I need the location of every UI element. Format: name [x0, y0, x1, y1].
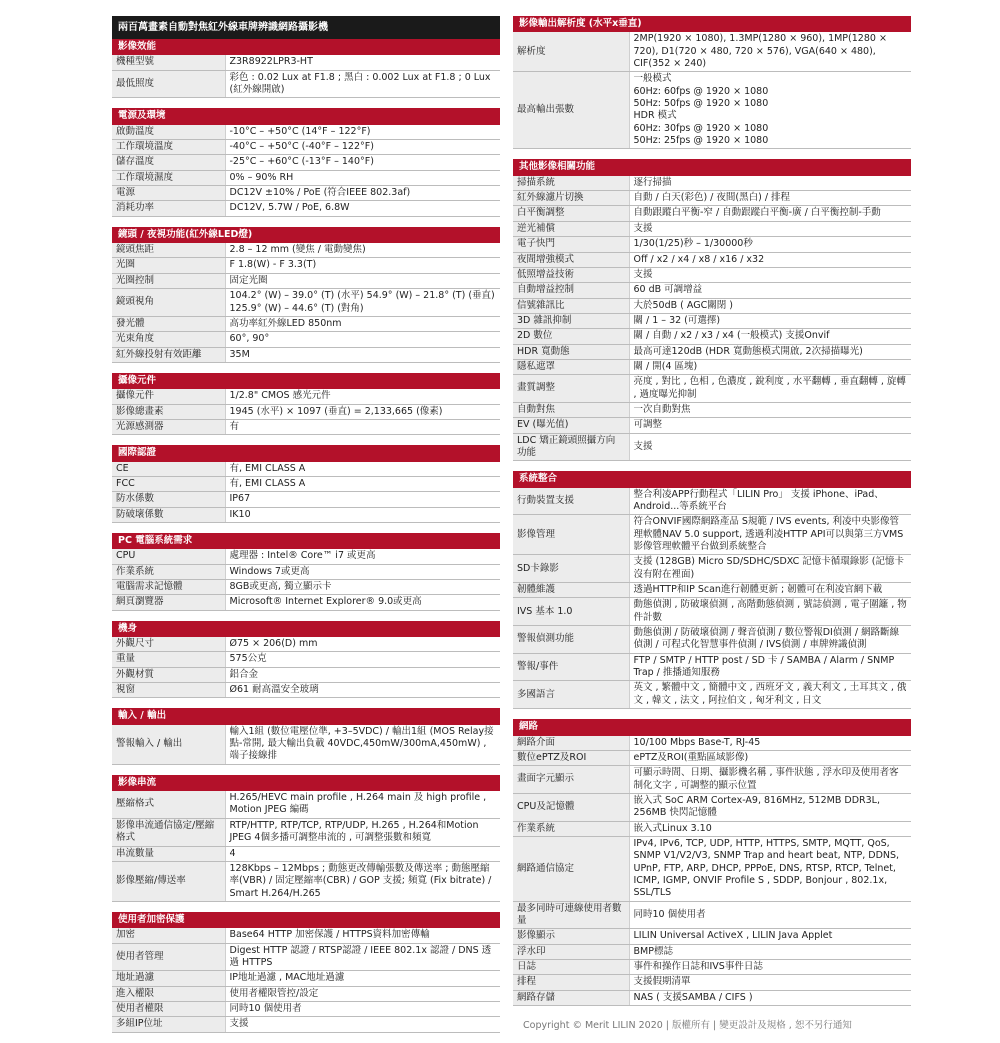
spec-row — [112, 564, 500, 579]
spec-value: 動態偵測 , 防破壞偵測 , 高階動態偵測 , 號誌偵測 , 電子圍籬 , 物件計數 — [629, 598, 911, 626]
spec-value: Digest HTTP 認證 / RTSP認證 / IEEE 802.1x 認證 / DNS 透過 HTTPS — [225, 943, 500, 971]
spec-key: 掃描系統 — [513, 176, 629, 191]
spec-key: 儲存溫度 — [112, 155, 225, 170]
spec-row — [112, 201, 500, 216]
spec-table — [513, 176, 911, 462]
spec-value: 逐行掃描 — [629, 176, 911, 191]
spec-row — [513, 944, 911, 959]
spec-row — [112, 140, 500, 155]
spec-value: 35M — [225, 347, 500, 362]
spec-row — [513, 929, 911, 944]
spec-key: SD卡錄影 — [513, 555, 629, 583]
spec-key: 進入權限 — [112, 986, 225, 1001]
spec-key: 防水係數 — [112, 492, 225, 507]
spec-key: CE — [112, 462, 225, 477]
spec-row — [513, 653, 911, 681]
copyright-notice: Copyright © Merit LILIN 2020 | 版權所有 | 變更設計及規格 , 恕不另行通知 — [523, 1020, 852, 1032]
spec-value: 自動跟蹤白平衡-窄 / 自動跟蹤白平衡-廣 / 白平衡控制-手動 — [629, 206, 911, 221]
spec-table — [513, 736, 911, 1007]
spec-row — [513, 736, 911, 751]
spec-row — [513, 283, 911, 298]
section-title: 鏡頭 / 夜視功能(紅外線LED燈) — [112, 227, 500, 243]
spec-row — [112, 332, 500, 347]
spec-key: 信號雜訊比 — [513, 298, 629, 313]
spec-key: 消耗功率 — [112, 201, 225, 216]
spec-row — [112, 971, 500, 986]
spec-value: 最高可達120dB (HDR 寬動態模式開啟, 2次掃描曝光) — [629, 344, 911, 359]
spec-section — [112, 533, 500, 611]
spec-value: 10/100 Mbps Base-T, RJ-45 — [629, 736, 911, 751]
spec-value: 彩色 : 0.02 Lux at F1.8 ; 黑白 : 0.002 Lux at F1.8 ; 0 Lux (紅外線開啟) — [225, 70, 500, 98]
spec-key: 壓縮格式 — [112, 791, 225, 818]
spec-value: Microsoft® Internet Explorer® 9.0或更高 — [225, 595, 500, 610]
spec-table — [112, 389, 500, 435]
spec-value: 關 / 自動 / x2 / x3 / x4 (一般模式) 支援Onvif — [629, 329, 911, 344]
spec-key: 鏡頭視角 — [112, 289, 225, 317]
spec-key: 網路介面 — [513, 736, 629, 751]
spec-key: 影像顯示 — [513, 929, 629, 944]
spec-key: 使用者管理 — [112, 943, 225, 971]
spec-row — [112, 595, 500, 610]
spec-section — [513, 719, 911, 1006]
spec-row — [513, 221, 911, 236]
spec-value: 4 — [225, 846, 500, 861]
spec-key: 最高輸出張數 — [513, 72, 629, 149]
spec-key: 電子快門 — [513, 237, 629, 252]
spec-key: 串流數量 — [112, 846, 225, 861]
spec-row — [513, 960, 911, 975]
spec-value: 2.8 – 12 mm (變焦 / 電動變焦) — [225, 243, 500, 258]
spec-key: 多國語言 — [513, 681, 629, 709]
spec-value: 128Kbps – 12Mbps ; 動態更改傳輸張數及傳送率 ; 動態壓縮率(VBR) / 固定壓縮率(CBR) / GOP 支援; 頻寬 (Fix bitrate) / Smart H.264/H.265 — [225, 861, 500, 901]
spec-row — [513, 298, 911, 313]
spec-row — [513, 555, 911, 583]
spec-key: CPU及記憶體 — [513, 793, 629, 821]
spec-key: 影像串流通信協定/壓縮格式 — [112, 818, 225, 846]
spec-value: 關 / 1 – 32 (可選擇) — [629, 313, 911, 328]
spec-value: 透過HTTP和IP Scan進行韌體更新 ; 韌體可在利凌官網下載 — [629, 583, 911, 598]
spec-row — [112, 492, 500, 507]
spec-row — [513, 344, 911, 359]
spec-value: Off / x2 / x4 / x8 / x16 / x32 — [629, 252, 911, 267]
spec-table — [112, 637, 500, 698]
spec-value: Ø61 耐高溫安全玻璃 — [225, 683, 500, 698]
spec-table — [112, 549, 500, 610]
spec-row — [112, 580, 500, 595]
spec-value-line: HDR 模式 — [633, 110, 677, 122]
spec-row — [513, 191, 911, 206]
spec-key: 3D 雜訊抑制 — [513, 313, 629, 328]
spec-row — [112, 986, 500, 1001]
spec-section — [112, 227, 500, 363]
spec-row — [513, 433, 911, 461]
spec-section — [513, 159, 911, 461]
spec-value: 支援 — [629, 267, 911, 282]
spec-section — [112, 373, 500, 435]
spec-value: DC12V ±10% / PoE (符合IEEE 802.3af) — [225, 186, 500, 201]
spec-row — [513, 313, 911, 328]
spec-key: 光源感測器 — [112, 419, 225, 434]
spec-section — [112, 39, 500, 98]
spec-section — [112, 108, 500, 216]
spec-key: 紅外線濾片切換 — [513, 191, 629, 206]
spec-value: Ø75 × 206(D) mm — [225, 637, 500, 652]
spec-key: 電源 — [112, 186, 225, 201]
spec-value: 支援 (128GB) Micro SD/SDHC/SDXC 記憶卡循環錄影 (記憶卡沒有附在裡面) — [629, 555, 911, 583]
spec-section — [513, 471, 911, 709]
spec-value: 事件和操作日誌和IVS事件日誌 — [629, 960, 911, 975]
spec-value: BMP標誌 — [629, 944, 911, 959]
spec-table — [112, 462, 500, 523]
spec-row — [513, 375, 911, 403]
spec-row — [112, 155, 500, 170]
spec-key: 最多同時可連線使用者數量 — [513, 901, 629, 929]
spec-key: 自動增益控制 — [513, 283, 629, 298]
spec-key: 行動裝置支援 — [513, 488, 629, 515]
spec-row — [112, 507, 500, 522]
section-title: 影像輸出解析度 (水平x垂直) — [513, 16, 911, 32]
spec-row — [513, 793, 911, 821]
spec-value: -10°C – +50°C (14°F – 122°F) — [225, 125, 500, 140]
spec-row — [112, 347, 500, 362]
spec-key: 解析度 — [513, 32, 629, 72]
spec-row — [513, 766, 911, 794]
spec-value: 支援假期清單 — [629, 975, 911, 990]
spec-key: 鏡頭焦距 — [112, 243, 225, 258]
spec-value: 1945 (水平) × 1097 (垂直) = 2,133,665 (像素) — [225, 404, 500, 419]
spec-row — [513, 418, 911, 433]
spec-key: EV (曝光值) — [513, 418, 629, 433]
spec-key: 防破壞係數 — [112, 507, 225, 522]
spec-row — [112, 549, 500, 564]
spec-key: 啟動溫度 — [112, 125, 225, 140]
section-title: 網路 — [513, 719, 911, 735]
spec-value: 嵌入式 SoC ARM Cortex-A9, 816MHz, 512MB DDR3L, 256MB 快閃記憶體 — [629, 793, 911, 821]
spec-row — [513, 176, 911, 191]
spec-value: 關 / 開(4 區塊) — [629, 359, 911, 374]
spec-key: 機種型號 — [112, 55, 225, 70]
section-title: PC 電腦系統需求 — [112, 533, 500, 549]
spec-value: IP地址過濾 , MAC地址過濾 — [225, 971, 500, 986]
spec-key: 視窗 — [112, 683, 225, 698]
spec-value: 可顯示時間、日期、攝影機名稱 , 事件狀態 , 浮水印及使用者客制化文字 , 可調整的顯示位置 — [629, 766, 911, 794]
spec-key: 作業系統 — [513, 821, 629, 836]
spec-key: 警報/事件 — [513, 653, 629, 681]
spec-key: HDR 寬動態 — [513, 344, 629, 359]
spec-value: 有, EMI CLASS A — [225, 476, 500, 491]
spec-table — [112, 55, 500, 98]
spec-row — [112, 1017, 500, 1032]
spec-value: 使用者權限管控/設定 — [225, 986, 500, 1001]
spec-section — [513, 16, 911, 149]
spec-section — [112, 912, 500, 1033]
spec-value: -25°C – +60°C (-13°F – 140°F) — [225, 155, 500, 170]
spec-value: 嵌入式Linux 3.10 — [629, 821, 911, 836]
spec-value: 自動 / 白天(彩色) / 夜間(黑白) / 排程 — [629, 191, 911, 206]
spec-key: 光圈控制 — [112, 273, 225, 288]
spec-value: LILIN Universal ActiveX , LILIN Java Applet — [629, 929, 911, 944]
spec-row — [513, 515, 911, 555]
spec-value: FTP / SMTP / HTTP post / SD 卡 / SAMBA / Alarm / SNMP Trap / 推播通知服務 — [629, 653, 911, 681]
spec-value-line: 60Hz: 60fps @ 1920 × 1080 — [633, 85, 769, 97]
spec-key: 地址過濾 — [112, 971, 225, 986]
spec-table — [112, 791, 500, 902]
spec-key: 外觀尺寸 — [112, 637, 225, 652]
spec-row — [513, 32, 911, 72]
spec-value: Z3R8922LPR3-HT — [225, 55, 500, 70]
spec-row — [112, 70, 500, 98]
spec-row — [513, 237, 911, 252]
section-title: 國際認證 — [112, 445, 500, 461]
spec-row — [513, 488, 911, 515]
spec-value: IP67 — [225, 492, 500, 507]
spec-value: 有 — [225, 419, 500, 434]
spec-value: H.265/HEVC main profile , H.264 main 及 high profile , Motion JPEG 編碼 — [225, 791, 500, 818]
spec-key: 畫面字元顯示 — [513, 766, 629, 794]
spec-row — [513, 206, 911, 221]
spec-key: 自動對焦 — [513, 402, 629, 417]
spec-value: -40°C – +50°C (-40°F – 122°F) — [225, 140, 500, 155]
spec-row — [112, 55, 500, 70]
spec-value — [629, 72, 911, 149]
spec-row — [112, 186, 500, 201]
spec-key: 外觀材質 — [112, 667, 225, 682]
spec-key: 數位ePTZ及ROI — [513, 750, 629, 765]
spec-row — [112, 861, 500, 901]
spec-value: 處理器 : Intel® Core™ i7 或更高 — [225, 549, 500, 564]
spec-table — [112, 125, 500, 217]
spec-value: DC12V, 5.7W / PoE, 6.8W — [225, 201, 500, 216]
spec-row — [112, 725, 500, 765]
spec-key: 紅外線投射有效距離 — [112, 347, 225, 362]
spec-key: 白平衡調整 — [513, 206, 629, 221]
spec-key: 最低照度 — [112, 70, 225, 98]
spec-table — [112, 725, 500, 765]
spec-key: 工作環境濕度 — [112, 170, 225, 185]
section-title: 影像效能 — [112, 39, 500, 55]
spec-value: 1/30(1/25)秒 – 1/30000秒 — [629, 237, 911, 252]
spec-value: F 1.8(W) - F 3.3(T) — [225, 258, 500, 273]
spec-row — [513, 901, 911, 929]
spec-row — [513, 329, 911, 344]
spec-key: 影像總畫素 — [112, 404, 225, 419]
spec-key: 發光體 — [112, 316, 225, 331]
spec-row — [112, 243, 500, 258]
spec-value: 符合ONVIF國際網路產品 S規範 / IVS events, 利凌中央影像管理軟體NAV 5.0 support, 透過利凌HTTP API可以與第三方VMS影像管理軟體平台做到系統整合 — [629, 515, 911, 555]
spec-value: 104.2° (W) – 39.0° (T) (水平) 54.9° (W) – 21.8° (T) (垂直) 125.9° (W) – 44.6° (T) (對角) — [225, 289, 500, 317]
spec-row — [112, 637, 500, 652]
section-title: 使用者加密保護 — [112, 912, 500, 928]
spec-key: 網路存儲 — [513, 990, 629, 1005]
spec-key: 排程 — [513, 975, 629, 990]
section-title: 影像串流 — [112, 775, 500, 791]
spec-key: 警報輸入 / 輸出 — [112, 725, 225, 765]
spec-table — [513, 32, 911, 149]
spec-key: 電腦需求記憶體 — [112, 580, 225, 595]
spec-value-line: 50Hz: 25fps @ 1920 × 1080 — [633, 135, 769, 147]
spec-value: Windows 7或更高 — [225, 564, 500, 579]
spec-value: 60°, 90° — [225, 332, 500, 347]
spec-value: 2MP(1920 × 1080), 1.3MP(1280 × 960), 1MP(1280 × 720), D1(720 × 480, 720 × 576), VGA(640 × 480), CIF(352 × 240) — [629, 32, 911, 72]
spec-value: 整合利凌APP行動程式「LILIN Pro」 支援 iPhone、iPad、Android...等系統平台 — [629, 488, 911, 515]
spec-value: 0% – 90% RH — [225, 170, 500, 185]
spec-value: 8GB或更高, 獨立顯示卡 — [225, 580, 500, 595]
spec-key: 影像壓縮/傳送率 — [112, 861, 225, 901]
spec-row — [112, 419, 500, 434]
spec-value: 英文 , 繁體中文 , 簡體中文 , 西班牙文 , 義大利文 , 土耳其文 , 俄文 , 韓文 , 法文 , 阿拉伯文 , 匈牙利文 , 日文 — [629, 681, 911, 709]
spec-key: 多組IP位址 — [112, 1017, 225, 1032]
spec-key: 攝像元件 — [112, 389, 225, 404]
right-sections — [513, 16, 911, 1006]
spec-key: 浮水印 — [513, 944, 629, 959]
spec-value: ePTZ及ROI(重點區域影像) — [629, 750, 911, 765]
spec-value: IPv4, IPv6, TCP, UDP, HTTP, HTTPS, SMTP, MQTT, QoS, SNMP V1/V2/V3, SNMP Trap and heart beat, NTP, DDNS, UPnP, FTP, ARP, DHCP, PPPoE, DNS, RTSP, RTCP, Telnet, ICMP, IGMP, ONVIF Profile S , SDDP, Bonjour , 802.1x, SSL/TLS — [629, 836, 911, 901]
spec-key: 2D 數位 — [513, 329, 629, 344]
spec-key: 夜間增強模式 — [513, 252, 629, 267]
spec-value: 大於50dB ( AGC關閉 ) — [629, 298, 911, 313]
spec-row — [112, 273, 500, 288]
spec-section — [112, 708, 500, 764]
spec-key: IVS 基本 1.0 — [513, 598, 629, 626]
spec-row — [112, 170, 500, 185]
spec-value: 輸入1組 (數位電壓位準, +3–5VDC) / 輸出1組 (MOS Relay接點-常開, 最大輸出負載 40VDC,450mW/300mA,450mW) , 端子接線排 — [225, 725, 500, 765]
spec-value: 支援 — [629, 433, 911, 461]
spec-row — [112, 928, 500, 943]
spec-key: 工作環境溫度 — [112, 140, 225, 155]
spec-key: 影像管理 — [513, 515, 629, 555]
section-title: 電源及環境 — [112, 108, 500, 124]
document-title: 兩百萬畫素自動對焦紅外線車牌辨識網路攝影機 — [112, 16, 500, 39]
spec-value: 同時10 個使用者 — [629, 901, 911, 929]
spec-row — [112, 462, 500, 477]
spec-value: 支援 — [225, 1017, 500, 1032]
spec-key: 光圈 — [112, 258, 225, 273]
section-title: 機身 — [112, 621, 500, 637]
spec-key: 畫質調整 — [513, 375, 629, 403]
spec-table — [112, 243, 500, 363]
spec-row — [513, 252, 911, 267]
spec-row — [112, 652, 500, 667]
spec-key: 隱私遮罩 — [513, 359, 629, 374]
spec-key: 韌體維護 — [513, 583, 629, 598]
spec-key: 光束角度 — [112, 332, 225, 347]
spec-row — [112, 125, 500, 140]
spec-row — [112, 258, 500, 273]
spec-row — [513, 598, 911, 626]
spec-row — [112, 404, 500, 419]
spec-key: CPU — [112, 549, 225, 564]
spec-value: 60 dB 可調增益 — [629, 283, 911, 298]
spec-row — [513, 72, 911, 149]
spec-row — [112, 818, 500, 846]
spec-row — [112, 289, 500, 317]
spec-value: 固定光圈 — [225, 273, 500, 288]
spec-value: 575公克 — [225, 652, 500, 667]
spec-value: 支援 — [629, 221, 911, 236]
spec-row — [513, 583, 911, 598]
spec-key: LDC 矯正鏡頭照攝方向功能 — [513, 433, 629, 461]
spec-value-line: 一般模式 — [633, 73, 672, 85]
section-title: 攝像元件 — [112, 373, 500, 389]
spec-key: FCC — [112, 476, 225, 491]
spec-key: 作業系統 — [112, 564, 225, 579]
spec-value: 亮度 , 對比 , 色相 , 色濃度 , 銳利度 , 水平翻轉 , 垂直翻轉 , 旋轉 , 過度曝光抑制 — [629, 375, 911, 403]
spec-key: 網路通信協定 — [513, 836, 629, 901]
left-column — [112, 16, 500, 1043]
spec-value: 1/2.8" CMOS 感光元件 — [225, 389, 500, 404]
spec-section — [112, 621, 500, 699]
spec-value-line: 60Hz: 30fps @ 1920 × 1080 — [633, 122, 769, 134]
spec-key: 警報偵測功能 — [513, 626, 629, 654]
spec-value: 有, EMI CLASS A — [225, 462, 500, 477]
spec-value: 可調整 — [629, 418, 911, 433]
spec-row — [513, 975, 911, 990]
spec-row — [513, 836, 911, 901]
spec-row — [513, 821, 911, 836]
spec-section — [112, 775, 500, 902]
spec-row — [112, 1001, 500, 1016]
spec-value: 動態偵測 / 防破壞偵測 / 聲音偵測 / 數位警報DI偵測 / 網路斷線偵測 / 可程式化智慧事件偵測 / IVS偵測 / 車牌辨識偵測 — [629, 626, 911, 654]
spec-row — [112, 476, 500, 491]
spec-value: 高功率紅外線LED 850nm — [225, 316, 500, 331]
spec-value: 鋁合金 — [225, 667, 500, 682]
spec-value: RTP/HTTP, RTP/TCP, RTP/UDP, H.265 , H.264和Motion JPEG 4個多播可調整串流的 , 可調整張數和頻寬 — [225, 818, 500, 846]
spec-row — [112, 316, 500, 331]
spec-key: 低照增益技術 — [513, 267, 629, 282]
spec-key: 加密 — [112, 928, 225, 943]
section-title: 系統整合 — [513, 471, 911, 487]
spec-key: 逆光補償 — [513, 221, 629, 236]
spec-row — [513, 267, 911, 282]
spec-row — [112, 683, 500, 698]
spec-value: Base64 HTTP 加密保護 / HTTPS資料加密傳輸 — [225, 928, 500, 943]
spec-section — [112, 445, 500, 523]
spec-row — [513, 990, 911, 1005]
spec-row — [513, 750, 911, 765]
spec-key: 網頁瀏覽器 — [112, 595, 225, 610]
spec-row — [112, 943, 500, 971]
spec-row — [513, 626, 911, 654]
spec-row — [513, 681, 911, 709]
spec-table — [112, 928, 500, 1032]
spec-row — [112, 846, 500, 861]
spec-row — [513, 359, 911, 374]
spec-row — [112, 791, 500, 818]
spec-value-line: 50Hz: 50fps @ 1920 × 1080 — [633, 98, 769, 110]
spec-value: 同時10 個使用者 — [225, 1001, 500, 1016]
spec-value: NAS ( 支援SAMBA / CIFS ) — [629, 990, 911, 1005]
spec-row — [513, 402, 911, 417]
spec-key: 重量 — [112, 652, 225, 667]
section-title: 輸入 / 輸出 — [112, 708, 500, 724]
left-sections — [112, 39, 500, 1033]
spec-row — [112, 389, 500, 404]
right-column — [513, 16, 911, 1036]
spec-table — [513, 488, 911, 710]
spec-value: IK10 — [225, 507, 500, 522]
section-title: 其他影像相關功能 — [513, 159, 911, 175]
spec-value: 一次自動對焦 — [629, 402, 911, 417]
spec-row — [112, 667, 500, 682]
spec-key: 日誌 — [513, 960, 629, 975]
spec-key: 使用者權限 — [112, 1001, 225, 1016]
